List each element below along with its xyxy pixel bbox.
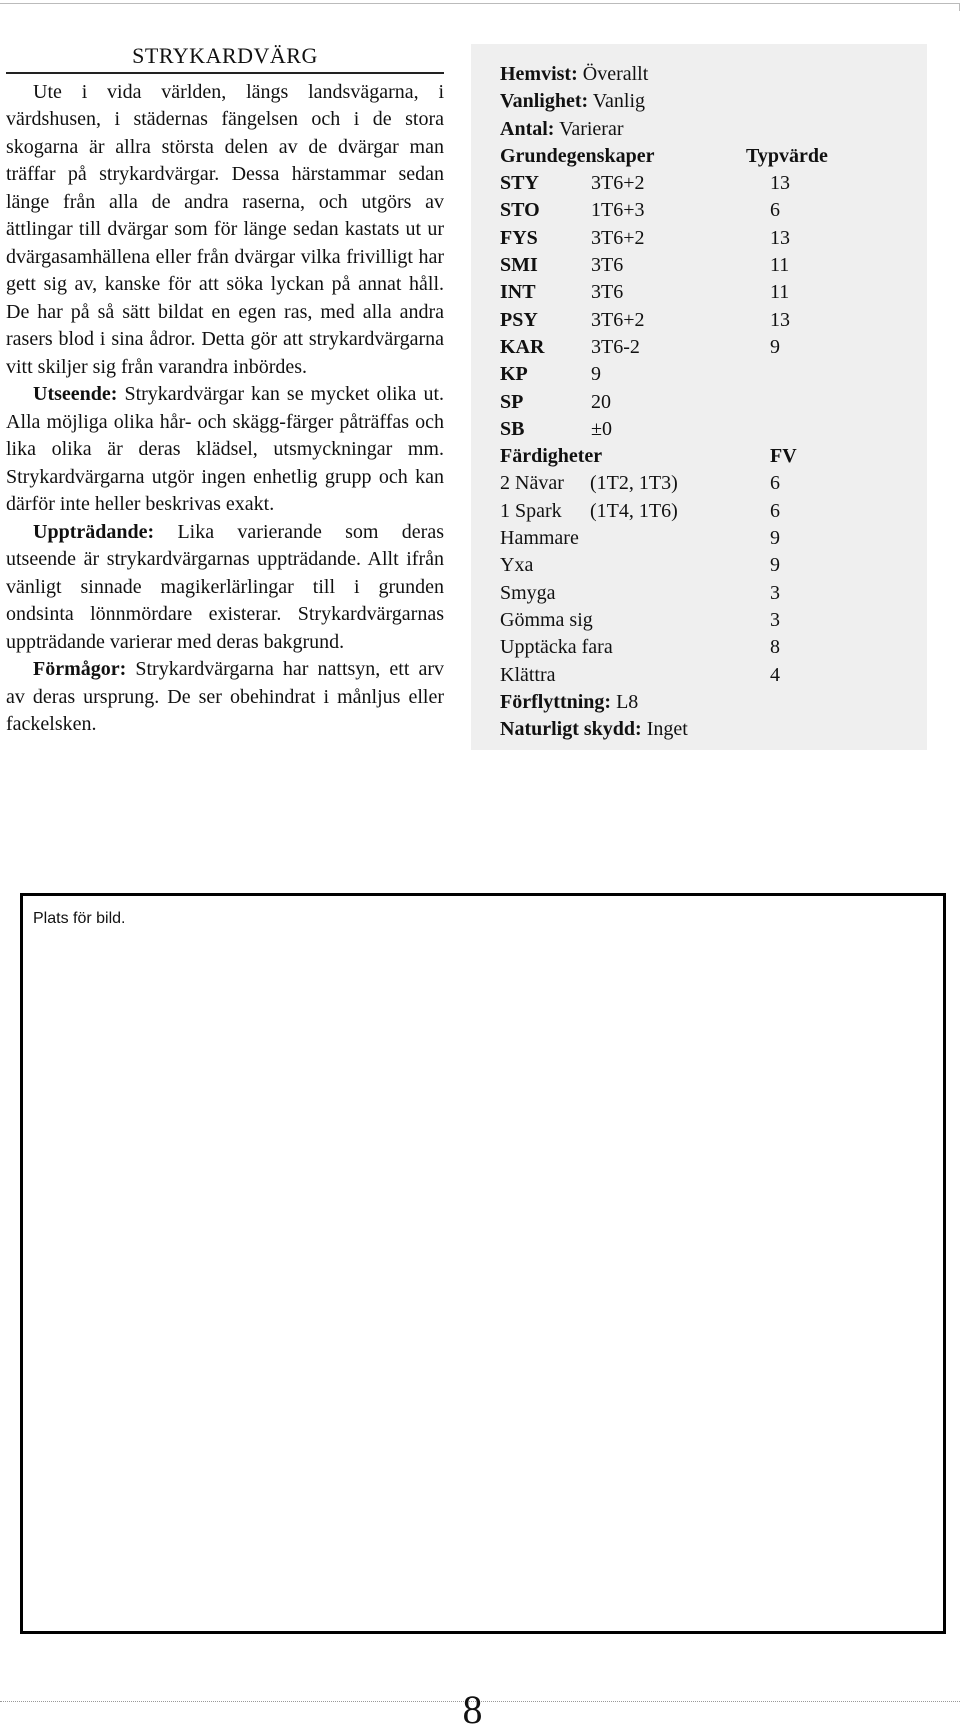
attribute-row xyxy=(500,279,920,306)
kp-value: 9 xyxy=(591,363,601,386)
armor-row xyxy=(500,716,920,743)
attribute-name: PSY xyxy=(500,308,538,331)
movement-value: L8 xyxy=(611,690,639,713)
abilities-label: Förmågor: xyxy=(33,658,127,680)
attribute-typical: 13 xyxy=(770,226,790,249)
appearance-paragraph xyxy=(6,381,444,519)
abilities-paragraph xyxy=(6,656,444,739)
typical-value-header: Typvärde xyxy=(746,144,828,167)
armor-label: Naturligt skydd: xyxy=(500,718,642,741)
habitat-row xyxy=(500,61,920,88)
skill-value: 6 xyxy=(770,472,780,495)
attribute-dice: 3T6+2 xyxy=(591,172,645,195)
skill-name: Smyga xyxy=(500,581,556,604)
skill-value: 6 xyxy=(770,499,780,522)
skill-name: 1 Spark xyxy=(500,499,562,522)
title-rest: TRYKARDVÄRG xyxy=(144,43,318,68)
skill-value: 9 xyxy=(770,554,780,577)
title-initial: S xyxy=(132,43,145,68)
skill-value: 8 xyxy=(770,636,780,659)
number-label: Antal: xyxy=(500,117,555,140)
attribute-name: STY xyxy=(500,172,539,195)
attribute-typical: 11 xyxy=(770,281,790,304)
image-placeholder-frame xyxy=(20,893,946,1634)
skill-detail: (1T4, 1T6) xyxy=(590,499,678,522)
attribute-row xyxy=(500,307,920,334)
attribute-name: INT xyxy=(500,281,536,304)
movement-label: Förflyttning: xyxy=(500,690,612,713)
frequency-value: Vanlig xyxy=(588,90,646,113)
attribute-dice: 1T6+3 xyxy=(591,199,645,222)
attribute-dice: 3T6 xyxy=(591,281,624,304)
skill-row xyxy=(500,552,920,579)
habitat-label: Hemvist: xyxy=(500,63,578,85)
attribute-typical: 6 xyxy=(770,199,780,222)
skill-list xyxy=(500,470,920,688)
stat-block-content xyxy=(500,61,920,743)
habitat-value: Överallt xyxy=(577,63,649,85)
skill-name: Gömma sig xyxy=(500,608,593,631)
movement-row xyxy=(500,689,920,716)
attribute-typical: 9 xyxy=(770,335,780,358)
skill-value-header: FV xyxy=(770,445,797,468)
attribute-dice: 3T6 xyxy=(591,254,624,277)
skill-name: Hammare xyxy=(500,527,579,550)
stat-block xyxy=(471,44,927,750)
behaviour-paragraph xyxy=(6,519,444,657)
attribute-dice: 3T6+2 xyxy=(591,308,645,331)
behaviour-label: Uppträdande: xyxy=(33,520,155,543)
abilities-text: Strykardvärgarna har nattsyn, ett arv av deras ursprung. De ser obehindrat i månljus eller fackelsken. xyxy=(6,658,444,735)
skills-header: Färdigheter xyxy=(500,445,603,468)
kp-row xyxy=(500,361,920,388)
skill-name: Yxa xyxy=(500,554,534,577)
attribute-typical: 13 xyxy=(770,172,790,195)
attribute-typical: 13 xyxy=(770,308,790,331)
sb-row xyxy=(500,416,920,443)
attribute-typical: 11 xyxy=(770,254,790,277)
attribute-name: STO xyxy=(500,199,540,222)
sb-value: ±0 xyxy=(591,417,612,440)
kp-label: KP xyxy=(500,363,528,386)
behaviour-text: Lika varierande som deras utseende är strykardvärgarnas uppträdande. Allt ifrån vänligt sinnade magikerlärlingar till i grunden ondsinta lönnmördare existerar. Strykardvärgarnas uppträdande varierar med deras bakgrund. xyxy=(6,520,444,653)
sp-value: 20 xyxy=(591,390,611,413)
attributes-header: Grundegenskaper xyxy=(500,144,655,167)
skill-value: 9 xyxy=(770,527,780,550)
sb-label: SB xyxy=(500,417,525,440)
image-placeholder-text: Plats för bild. xyxy=(33,910,126,927)
appearance-text: Strykardvärgar kan se mycket olika ut. Alla möjliga olika hår- och skägg-färger påträffas och lika olika är deras klädsel, utsmyckningar mm. Strykardvärgarna utgör ingen enhetlig grupp och kan därför inte heller beskrivas exakt. xyxy=(6,383,444,515)
attribute-dice: 3T6+2 xyxy=(591,226,645,249)
skill-row xyxy=(500,525,920,552)
attribute-row xyxy=(500,252,920,279)
skill-row xyxy=(500,470,920,497)
attribute-row xyxy=(500,197,920,224)
skills-header-row xyxy=(500,443,920,470)
skill-name: 2 Nävar xyxy=(500,472,564,495)
armor-value: Inget xyxy=(641,718,688,741)
attribute-list xyxy=(500,170,920,361)
sp-label: SP xyxy=(500,390,524,413)
attribute-row xyxy=(500,170,920,197)
skill-row xyxy=(500,580,920,607)
appearance-label: Utseende: xyxy=(33,383,118,405)
top-rule xyxy=(0,3,960,4)
skill-row xyxy=(500,498,920,525)
attributes-header-row xyxy=(500,143,920,170)
skill-row xyxy=(500,662,920,689)
page-title xyxy=(6,42,444,74)
sp-row xyxy=(500,389,920,416)
frequency-row xyxy=(500,88,920,115)
page-number: 8 xyxy=(462,1687,483,1732)
skill-row xyxy=(500,634,920,661)
skill-detail: (1T2, 1T3) xyxy=(590,472,678,495)
attribute-row xyxy=(500,225,920,252)
number-row xyxy=(500,116,920,143)
attribute-name: KAR xyxy=(500,335,545,358)
attribute-dice: 3T6-2 xyxy=(591,335,640,358)
skill-name: Upptäcka fara xyxy=(500,636,613,659)
skill-value: 3 xyxy=(770,581,780,604)
attribute-name: FYS xyxy=(500,226,538,249)
attribute-name: SMI xyxy=(500,254,538,277)
frequency-label: Vanlighet: xyxy=(500,90,589,113)
intro-paragraph: Ute i vida världen, längs landsvägarna, i värdshusen, i städernas fängelsen och i de stora skogarna är allra största delen av de dvärgar man träffar på strykardvärgar. Dessa härstammar sedan länge från alla de andra raserna, och utgörs av ättlingar till dvärgar som för länge sedan kastats ut ur dvärgasamhällena eller från dvärgar vilka frivilligt har gett sig av, kanske för att söka lyckan på annat håll. De har på så sätt bildat en egen ras, med alla andra rasers blod i sina ådror. Detta gör att strykardvärgarna vitt skiljer sig från varandra inbördes. xyxy=(6,80,444,378)
attribute-row xyxy=(500,334,920,361)
number-value: Varierar xyxy=(554,117,624,140)
skill-row xyxy=(500,607,920,634)
skill-value: 4 xyxy=(770,663,780,686)
description-column xyxy=(6,42,444,739)
skill-value: 3 xyxy=(770,608,780,631)
skill-name: Klättra xyxy=(500,663,556,686)
